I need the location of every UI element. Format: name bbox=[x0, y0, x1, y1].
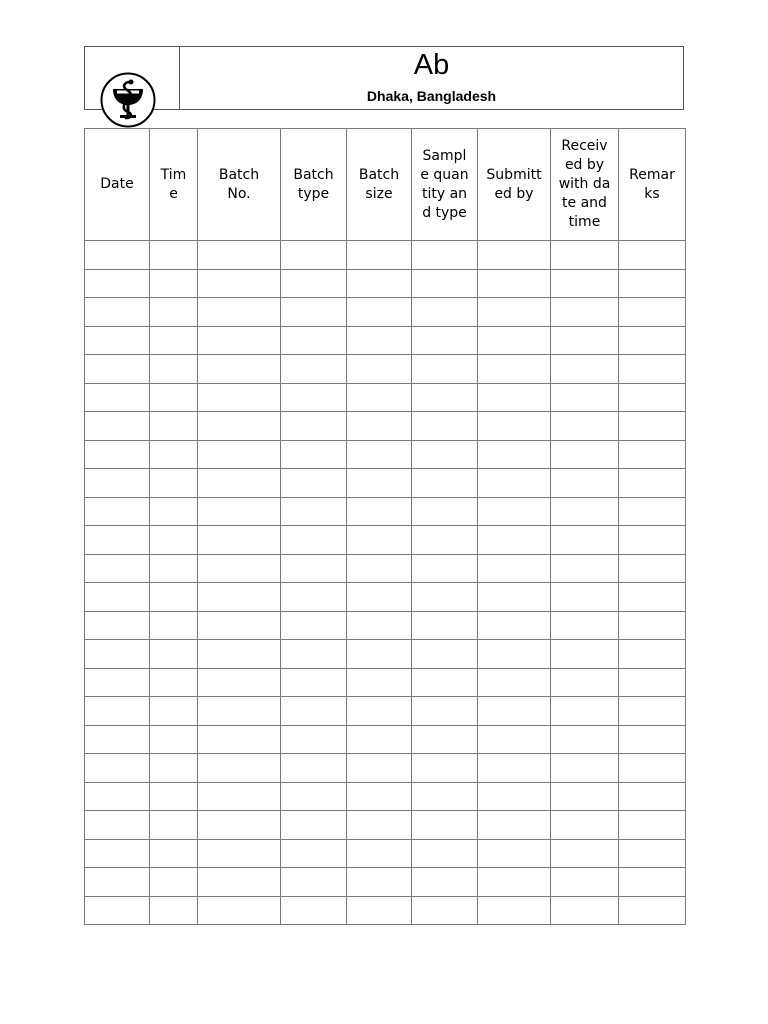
table-cell bbox=[619, 298, 686, 327]
table-row bbox=[85, 383, 686, 412]
table-cell bbox=[85, 326, 150, 355]
table-cell bbox=[551, 868, 619, 897]
table-cell bbox=[347, 241, 412, 270]
table-cell bbox=[281, 868, 347, 897]
table-cell bbox=[85, 697, 150, 726]
table-cell bbox=[412, 583, 478, 612]
table-cell bbox=[478, 269, 551, 298]
table-cell bbox=[412, 611, 478, 640]
table-row bbox=[85, 754, 686, 783]
table-cell bbox=[551, 640, 619, 669]
table-cell bbox=[478, 326, 551, 355]
table-cell bbox=[281, 497, 347, 526]
table-cell bbox=[347, 668, 412, 697]
table-cell bbox=[198, 782, 281, 811]
table-cell bbox=[85, 668, 150, 697]
table-cell bbox=[412, 440, 478, 469]
table-cell bbox=[198, 241, 281, 270]
table-cell bbox=[150, 269, 198, 298]
table-cell bbox=[198, 554, 281, 583]
table-row bbox=[85, 782, 686, 811]
table-cell bbox=[478, 868, 551, 897]
table-cell bbox=[551, 440, 619, 469]
table-cell bbox=[412, 668, 478, 697]
table-cell bbox=[198, 668, 281, 697]
table-cell bbox=[150, 668, 198, 697]
table-cell bbox=[281, 526, 347, 555]
table-cell bbox=[198, 839, 281, 868]
table-cell bbox=[478, 440, 551, 469]
table-cell bbox=[619, 554, 686, 583]
table-cell bbox=[478, 754, 551, 783]
table-cell bbox=[150, 583, 198, 612]
table-cell bbox=[412, 298, 478, 327]
table-row bbox=[85, 269, 686, 298]
table-cell bbox=[478, 383, 551, 412]
table-cell bbox=[347, 554, 412, 583]
table-cell bbox=[198, 868, 281, 897]
table-cell bbox=[347, 269, 412, 298]
table-cell bbox=[198, 754, 281, 783]
table-cell bbox=[150, 241, 198, 270]
table-cell bbox=[281, 241, 347, 270]
table-cell bbox=[347, 611, 412, 640]
table-row bbox=[85, 554, 686, 583]
table-cell bbox=[412, 383, 478, 412]
table-row bbox=[85, 668, 686, 697]
table-cell bbox=[619, 868, 686, 897]
table-cell bbox=[150, 782, 198, 811]
table-row bbox=[85, 497, 686, 526]
table-cell bbox=[412, 241, 478, 270]
table-cell bbox=[150, 383, 198, 412]
table-cell bbox=[551, 469, 619, 498]
table-row bbox=[85, 868, 686, 897]
table-cell bbox=[150, 412, 198, 441]
table-cell bbox=[412, 754, 478, 783]
table-cell bbox=[478, 668, 551, 697]
table-row bbox=[85, 241, 686, 270]
table-cell bbox=[619, 440, 686, 469]
table-cell bbox=[281, 782, 347, 811]
table-cell bbox=[281, 469, 347, 498]
column-header-batch-type: Batch type bbox=[281, 129, 347, 241]
table-cell bbox=[478, 497, 551, 526]
table-cell bbox=[619, 326, 686, 355]
table-cell bbox=[85, 269, 150, 298]
table-cell bbox=[85, 725, 150, 754]
table-cell bbox=[85, 383, 150, 412]
table-cell bbox=[198, 383, 281, 412]
table-cell bbox=[198, 412, 281, 441]
table-row bbox=[85, 611, 686, 640]
table-row bbox=[85, 583, 686, 612]
table-cell bbox=[478, 469, 551, 498]
table-cell bbox=[551, 412, 619, 441]
table-cell bbox=[551, 839, 619, 868]
table-header-row bbox=[85, 129, 686, 241]
table-cell bbox=[347, 326, 412, 355]
table-cell bbox=[478, 725, 551, 754]
table-cell bbox=[85, 611, 150, 640]
table-cell bbox=[478, 839, 551, 868]
table-cell bbox=[412, 896, 478, 925]
table-cell bbox=[150, 697, 198, 726]
table-cell bbox=[150, 298, 198, 327]
column-header-remarks: Remarks bbox=[619, 129, 686, 241]
table-cell bbox=[281, 355, 347, 384]
table-cell bbox=[85, 355, 150, 384]
table-cell bbox=[619, 269, 686, 298]
table-cell bbox=[619, 754, 686, 783]
table-cell bbox=[198, 697, 281, 726]
table-row bbox=[85, 697, 686, 726]
table-cell bbox=[412, 554, 478, 583]
table-cell bbox=[619, 526, 686, 555]
table-cell bbox=[347, 440, 412, 469]
table-cell bbox=[412, 868, 478, 897]
table-cell bbox=[478, 811, 551, 840]
table-cell bbox=[85, 469, 150, 498]
table-cell bbox=[551, 754, 619, 783]
table-row bbox=[85, 440, 686, 469]
table-cell bbox=[347, 497, 412, 526]
table-cell bbox=[347, 782, 412, 811]
table-cell bbox=[619, 355, 686, 384]
table-cell bbox=[85, 839, 150, 868]
table-row bbox=[85, 811, 686, 840]
table-cell bbox=[478, 611, 551, 640]
table-cell bbox=[198, 298, 281, 327]
table-row bbox=[85, 839, 686, 868]
table-cell bbox=[478, 583, 551, 612]
table-cell bbox=[619, 469, 686, 498]
table-cell bbox=[478, 241, 551, 270]
table-cell bbox=[198, 896, 281, 925]
column-header-batch-size: Batch size bbox=[347, 129, 412, 241]
table-cell bbox=[412, 326, 478, 355]
table-row bbox=[85, 298, 686, 327]
table-row bbox=[85, 725, 686, 754]
table-cell bbox=[619, 241, 686, 270]
table-cell bbox=[198, 526, 281, 555]
table-cell bbox=[150, 497, 198, 526]
table-cell bbox=[619, 383, 686, 412]
sample-log-table bbox=[84, 128, 686, 925]
table-cell bbox=[281, 811, 347, 840]
table-cell bbox=[619, 725, 686, 754]
table-cell bbox=[150, 526, 198, 555]
table-cell bbox=[551, 811, 619, 840]
table-cell bbox=[85, 440, 150, 469]
table-cell bbox=[198, 326, 281, 355]
table-cell bbox=[347, 583, 412, 612]
table-cell bbox=[551, 298, 619, 327]
table-cell bbox=[478, 526, 551, 555]
table-cell bbox=[478, 896, 551, 925]
table-cell bbox=[619, 611, 686, 640]
table-cell bbox=[281, 440, 347, 469]
table-cell bbox=[412, 526, 478, 555]
table-cell bbox=[85, 412, 150, 441]
table-cell bbox=[347, 526, 412, 555]
table-cell bbox=[412, 269, 478, 298]
table-cell bbox=[551, 725, 619, 754]
table-cell bbox=[85, 868, 150, 897]
table-cell bbox=[412, 412, 478, 441]
table-cell bbox=[619, 839, 686, 868]
table-cell bbox=[281, 583, 347, 612]
table-cell bbox=[198, 640, 281, 669]
table-cell bbox=[412, 782, 478, 811]
table-cell bbox=[551, 611, 619, 640]
table-cell bbox=[619, 782, 686, 811]
table-cell bbox=[85, 782, 150, 811]
table-cell bbox=[619, 497, 686, 526]
table-cell bbox=[478, 782, 551, 811]
table-cell bbox=[347, 697, 412, 726]
table-cell bbox=[412, 839, 478, 868]
column-header-batch-no: Batch No. bbox=[198, 129, 281, 241]
column-header-date: Date bbox=[85, 129, 150, 241]
table-cell bbox=[412, 811, 478, 840]
table-cell bbox=[478, 298, 551, 327]
table-cell bbox=[281, 554, 347, 583]
table-cell bbox=[551, 383, 619, 412]
table-cell bbox=[347, 469, 412, 498]
table-row bbox=[85, 469, 686, 498]
table-cell bbox=[198, 583, 281, 612]
table-cell bbox=[281, 383, 347, 412]
table-cell bbox=[281, 611, 347, 640]
table-cell bbox=[347, 896, 412, 925]
table-cell bbox=[198, 469, 281, 498]
table-cell bbox=[150, 469, 198, 498]
table-cell bbox=[478, 355, 551, 384]
table-row bbox=[85, 526, 686, 555]
table-cell bbox=[150, 811, 198, 840]
column-header-submitted-by: Submitted by bbox=[478, 129, 551, 241]
table-cell bbox=[478, 412, 551, 441]
document-title: Ab bbox=[413, 49, 450, 81]
table-row bbox=[85, 412, 686, 441]
table-cell bbox=[85, 583, 150, 612]
table-cell bbox=[85, 241, 150, 270]
table-cell bbox=[281, 697, 347, 726]
table-cell bbox=[150, 611, 198, 640]
table-cell bbox=[347, 725, 412, 754]
table-cell bbox=[551, 782, 619, 811]
table-cell bbox=[150, 326, 198, 355]
table-cell bbox=[85, 811, 150, 840]
table-cell bbox=[281, 668, 347, 697]
table-cell bbox=[150, 640, 198, 669]
table-cell bbox=[85, 554, 150, 583]
table-cell bbox=[198, 497, 281, 526]
table-cell bbox=[412, 725, 478, 754]
table-row bbox=[85, 326, 686, 355]
table-cell bbox=[281, 640, 347, 669]
table-cell bbox=[551, 697, 619, 726]
table-cell bbox=[619, 412, 686, 441]
table-cell bbox=[412, 497, 478, 526]
table-cell bbox=[412, 355, 478, 384]
table-cell bbox=[150, 554, 198, 583]
table-cell bbox=[412, 640, 478, 669]
table-cell bbox=[347, 811, 412, 840]
table-cell bbox=[198, 440, 281, 469]
table-cell bbox=[85, 754, 150, 783]
table-cell bbox=[150, 725, 198, 754]
table-cell bbox=[551, 526, 619, 555]
table-cell bbox=[619, 811, 686, 840]
table-cell bbox=[619, 583, 686, 612]
table-cell bbox=[281, 839, 347, 868]
table-row bbox=[85, 355, 686, 384]
table-cell bbox=[198, 611, 281, 640]
table-cell bbox=[198, 355, 281, 384]
table-cell bbox=[198, 725, 281, 754]
table-cell bbox=[85, 896, 150, 925]
table-cell bbox=[551, 326, 619, 355]
table-cell bbox=[347, 355, 412, 384]
table-cell bbox=[85, 298, 150, 327]
table-cell bbox=[619, 640, 686, 669]
table-cell bbox=[551, 554, 619, 583]
table-cell bbox=[150, 896, 198, 925]
table-cell bbox=[551, 241, 619, 270]
table-row bbox=[85, 640, 686, 669]
table-cell bbox=[281, 298, 347, 327]
table-cell bbox=[347, 298, 412, 327]
table-cell bbox=[551, 497, 619, 526]
table-cell bbox=[478, 554, 551, 583]
table-cell bbox=[551, 583, 619, 612]
table-cell bbox=[347, 839, 412, 868]
table-cell bbox=[551, 269, 619, 298]
table-cell bbox=[150, 839, 198, 868]
document-subtitle: Dhaka, Bangladesh bbox=[366, 88, 497, 104]
table-cell bbox=[198, 811, 281, 840]
table-row bbox=[85, 896, 686, 925]
bowl-of-hygieia-icon bbox=[100, 72, 156, 128]
table-cell bbox=[551, 668, 619, 697]
table-cell bbox=[347, 640, 412, 669]
table-cell bbox=[619, 896, 686, 925]
table-cell bbox=[198, 269, 281, 298]
table-cell bbox=[478, 640, 551, 669]
table-cell bbox=[412, 697, 478, 726]
table-cell bbox=[412, 469, 478, 498]
table-body bbox=[85, 241, 686, 925]
table-cell bbox=[281, 269, 347, 298]
logo-cell bbox=[85, 47, 180, 109]
column-header-received-by: Received by with date and time bbox=[551, 129, 619, 241]
table-cell bbox=[478, 697, 551, 726]
table-cell bbox=[150, 440, 198, 469]
table-cell bbox=[281, 412, 347, 441]
column-header-time: Time bbox=[150, 129, 198, 241]
table-cell bbox=[619, 668, 686, 697]
table-cell bbox=[281, 896, 347, 925]
table-cell bbox=[150, 754, 198, 783]
column-header-sample-quantity: Sample quantity and type bbox=[412, 129, 478, 241]
table-cell bbox=[347, 754, 412, 783]
table-cell bbox=[150, 868, 198, 897]
table-cell bbox=[551, 896, 619, 925]
table-cell bbox=[281, 725, 347, 754]
table-cell bbox=[347, 412, 412, 441]
table-cell bbox=[85, 526, 150, 555]
table-cell bbox=[281, 754, 347, 783]
table-cell bbox=[281, 326, 347, 355]
table-cell bbox=[150, 355, 198, 384]
table-cell bbox=[347, 868, 412, 897]
table-cell bbox=[551, 355, 619, 384]
table-cell bbox=[619, 697, 686, 726]
table-cell bbox=[85, 640, 150, 669]
table-cell bbox=[85, 497, 150, 526]
document-header bbox=[84, 46, 684, 110]
table-cell bbox=[347, 383, 412, 412]
